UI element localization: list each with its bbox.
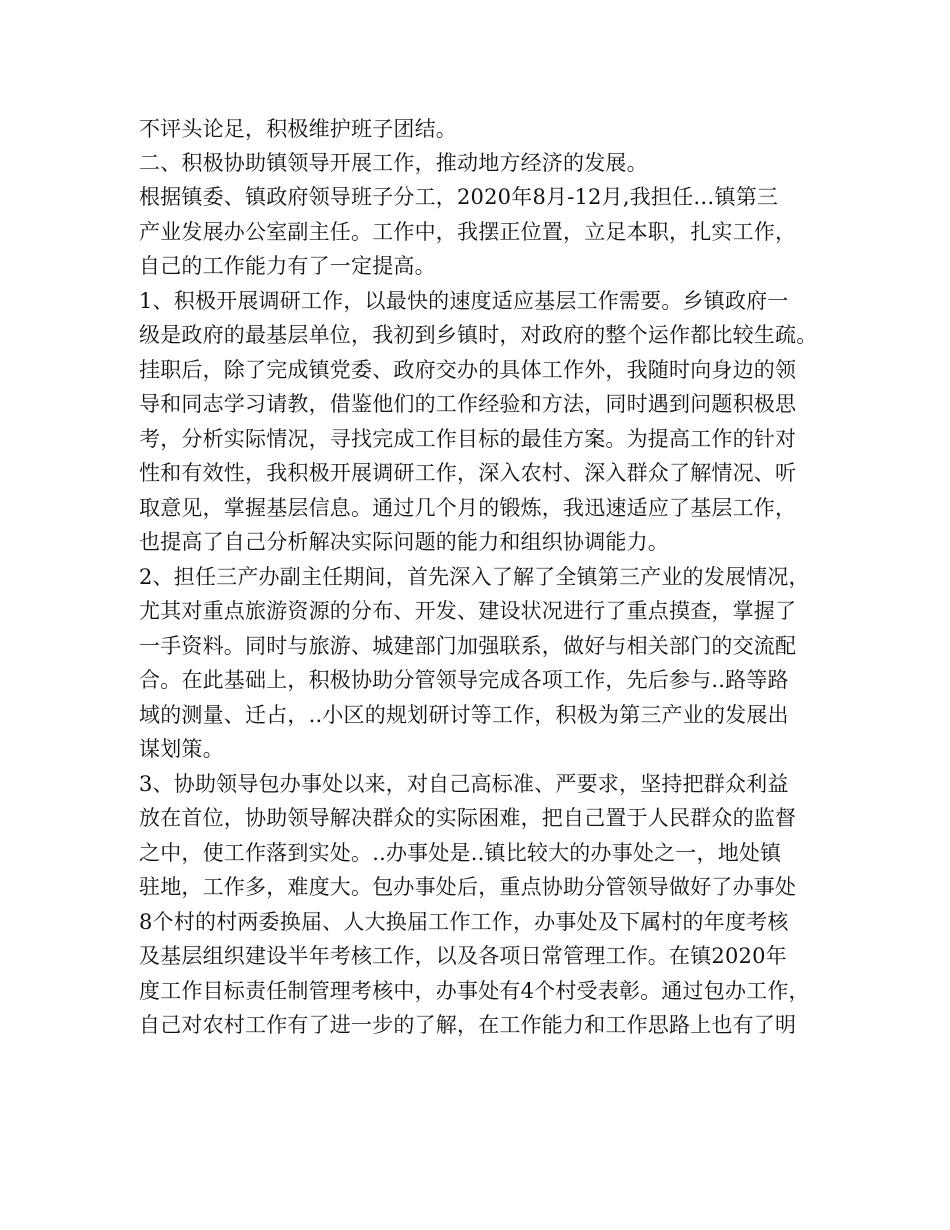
text-line: 导和同志学习请教，借鉴他们的工作经验和方法，同时遇到问题积极思 — [139, 392, 797, 416]
text-line: 一手资料。同时与旅游、城建部门加强联系，做好与相关部门的交流配 — [139, 634, 797, 658]
text-line: 谋划策。 — [139, 737, 224, 761]
text-line: 驻地，工作多，难度大。包办事处后，重点协助分管领导做好了办事处 — [139, 875, 797, 899]
text-line: 3、协助领导包办事处以来，对自己高标准、严要求，坚持把群众利益 — [139, 772, 789, 796]
text-line: 产业发展办公室副主任。工作中，我摆正位置，立足本职，扎实工作， — [139, 220, 797, 244]
text-line: 1、积极开展调研工作，以最快的速度适应基层工作需要。乡镇政府一 — [139, 289, 789, 313]
text-line: 2、担任三产办副主任期间，首先深入了解了全镇第三产业的发展情况， — [139, 565, 810, 589]
text-line: 性和有效性，我积极开展调研工作，深入农村、深入群众了解情况、听 — [139, 461, 797, 485]
text-line: 根据镇委、镇政府领导班子分工，2020年8月-12月,我担任…镇第三 — [139, 185, 779, 209]
section-heading: 二、积极协助镇领导开展工作，推动地方经济的发展。 — [139, 151, 648, 175]
text-line: 级是政府的最基层单位，我初到乡镇时，对政府的整个运作都比较生疏。 — [139, 323, 818, 347]
text-line: 挂职后，除了完成镇党委、政府交办的具体工作外，我随时向身边的领 — [139, 358, 797, 382]
text-line: 自己的工作能力有了一定提高。 — [139, 254, 436, 278]
text-line: 考，分析实际情况，寻找完成工作目标的最佳方案。为提高工作的针对 — [139, 427, 797, 451]
text-line: 也提高了自己分析解决实际问题的能力和组织协调能力。 — [139, 530, 669, 554]
text-line: 度工作目标责任制管理考核中，办事处有4个村受表彰。通过包办工作， — [139, 979, 810, 1003]
text-line: 取意见，掌握基层信息。通过几个月的锻炼，我迅速适应了基层工作， — [139, 496, 797, 520]
text-line: 之中，使工作落到实处。..办事处是..镇比较大的办事处之一，地处镇 — [139, 841, 782, 865]
text-line: 尤其对重点旅游资源的分布、开发、建设状况进行了重点摸查，掌握了 — [139, 599, 797, 623]
text-line: 不评头论足，积极维护班子团结。 — [139, 117, 457, 141]
text-line: 合。在此基础上，积极协助分管领导完成各项工作，先后参与..路等路 — [139, 668, 789, 692]
text-line: 8个村的村两委换届、人大换届工作工作，办事处及下属村的年度考核 — [139, 910, 789, 934]
text-line: 域的测量、迁占，..小区的规划研讨等工作，积极为第三产业的发展出 — [139, 703, 789, 727]
text-line: 及基层组织建设半年考核工作，以及各项日常管理工作。在镇2020年 — [139, 944, 787, 968]
text-line: 自己对农村工作有了进一步的了解，在工作能力和工作思路上也有了明 — [139, 1013, 797, 1037]
text-line: 放在首位，协助领导解决群众的实际困难，把自己置于人民群众的监督 — [139, 806, 797, 830]
